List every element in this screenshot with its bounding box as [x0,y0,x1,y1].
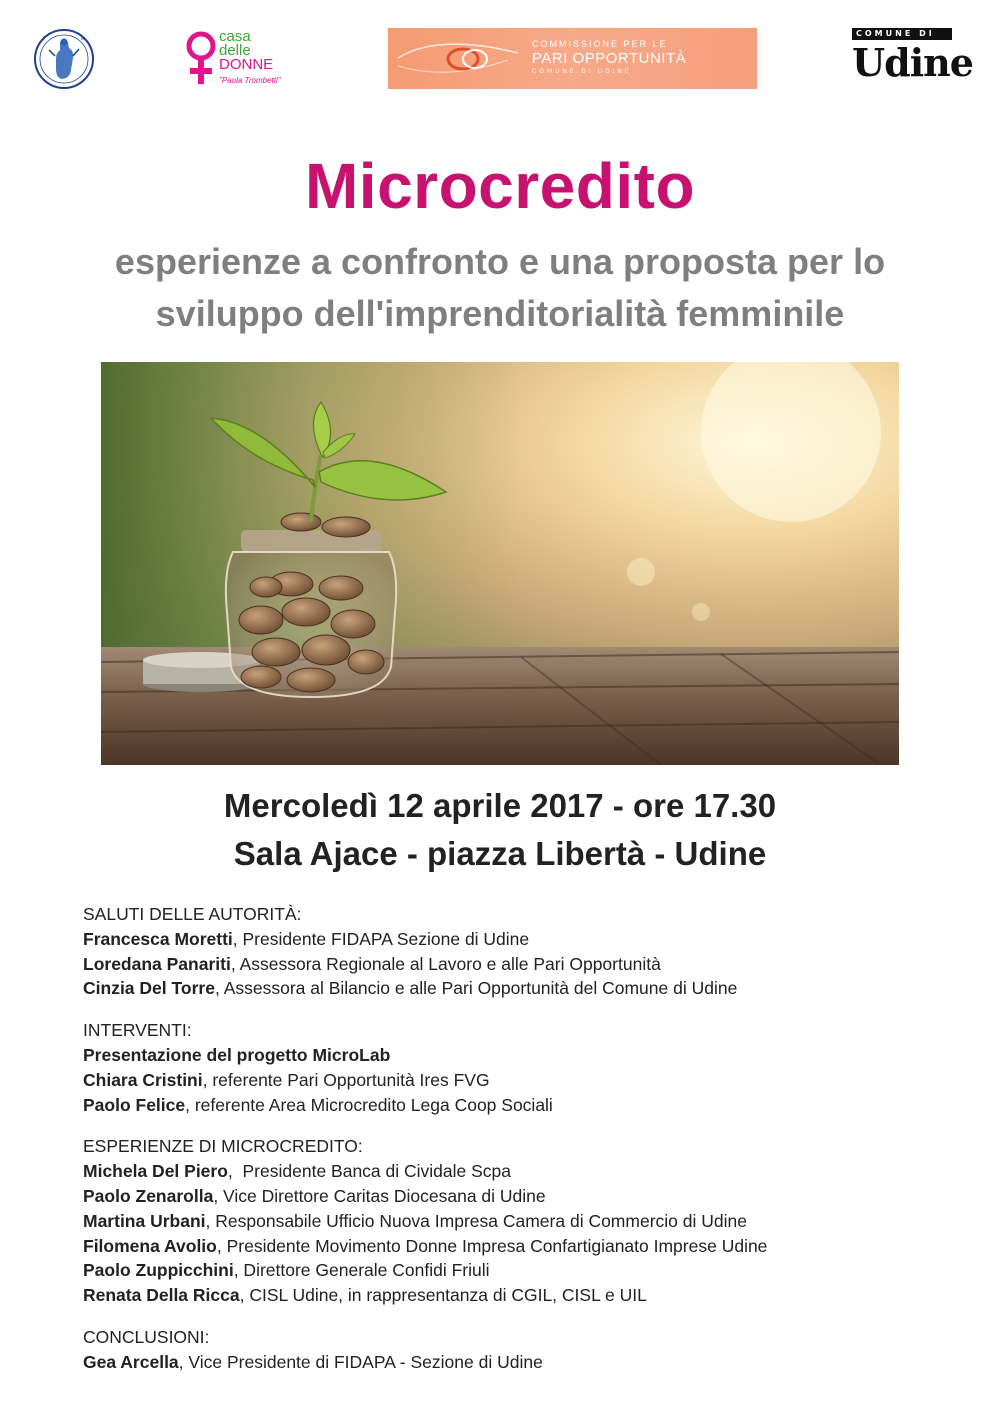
speaker-row [83,1209,943,1234]
section-saluti [83,902,943,1001]
udine-top-label: COMUNE DI [852,28,952,40]
section-title-esperienze: ESPERIENZE DI MICROCREDITO: [83,1136,363,1157]
speaker-row [83,1283,943,1308]
svg-text:A: A [81,36,85,42]
speaker-role: , Responsabile Ufficio Nuova Impresa Camera di Commercio di Udine [205,1210,747,1231]
event-date-time: Mercoledì 12 aprile 2017 - ore 17.30 [223,787,777,824]
event-location: Sala Ajace - piazza Libertà - Udine [233,835,767,872]
svg-text:F: F [43,36,46,42]
speaker-row [83,1234,943,1259]
speaker-role: , CISL Udine, in rappresentanza di CGIL, CISL e UIL [239,1285,647,1306]
speaker-row [83,1068,943,1093]
casa-delle-donne-text [219,30,273,72]
speaker-role: , Direttore Generale Confidi Friuli [233,1260,490,1281]
section-esperienze [83,1134,943,1308]
subtitle-line-2: sviluppo dell'imprenditorialità femminile [155,293,845,334]
speaker-row [83,1159,943,1184]
casa-line1: casa [219,28,251,45]
page-subtitle [60,236,940,340]
commissione-pari-opportunita-logo [388,28,757,89]
speaker-name: Paolo Zenarolla [83,1185,214,1206]
speaker-role: , Presidente Banca di Cividale Scpa [227,1161,511,1182]
page-title: Microcredito [304,150,696,222]
program [83,902,943,1392]
section-title-saluti: SALUTI DELLE AUTORITÀ: [83,904,302,924]
speaker-role: , Assessora Regionale al Lavoro e alle Pari Opportunità [230,953,661,974]
comune-di-udine-logo [850,28,980,90]
casa-line2: delle [219,42,251,59]
speaker-row [83,952,943,977]
speaker-row [83,1093,943,1118]
speaker-name: Filomena Avolio [83,1235,217,1256]
speaker-row [83,1043,943,1068]
speaker-role: , Vice Presidente di FIDAPA - Sezione di Udine [178,1351,543,1372]
casa-sub: "Paola Trombetti" [219,76,281,85]
section-title-conclusioni: CONCLUSIONI: [83,1326,210,1347]
speaker-row [83,1184,943,1209]
speaker-role: , Assessora al Bilancio e alle Pari Opportunità del Comune di Udine [214,978,738,999]
section-interventi [83,1018,943,1117]
subtitle-line-1: esperienze a confronto e una proposta per lo [114,241,886,282]
speaker-name: Michela Del Piero [83,1161,228,1182]
speaker-role: , referente Area Microcredito Lega Coop Sociali [185,1094,553,1115]
speaker-name: Renata Della Ricca [83,1285,240,1306]
speaker-name: Francesca Moretti [83,928,233,949]
cpo-line1: COMMISSIONE PER LE [532,39,668,49]
speaker-name: Paolo Zuppicchini [83,1260,234,1281]
speaker-name: Gea Arcella [83,1351,179,1372]
fidapa-logo [33,28,95,90]
speaker-role: , Presidente Movimento Donne Impresa Confartigianato Imprese Udine [216,1235,768,1256]
section-conclusioni [83,1325,943,1375]
cpo-line3: COMUNE DI UDINE [532,69,632,75]
speaker-role: , referente Pari Opportunità Ires FVG [202,1069,490,1090]
coin-jar-plant-photo [101,362,899,765]
udine-word: Udine [852,40,973,85]
speaker-row [83,927,943,952]
speaker-role: , Vice Direttore Caritas Diocesana di Udine [213,1185,546,1206]
speaker-name: Chiara Cristini [83,1069,203,1090]
speaker-row [83,1258,943,1283]
speaker-name: Presentazione del progetto MicroLab [83,1044,391,1065]
section-title-interventi: INTERVENTI: [83,1020,192,1041]
speaker-role: , Presidente FIDAPA Sezione di Udine [232,928,530,949]
casa-delle-donne-logo [185,28,305,90]
speaker-row [83,976,943,1001]
cpo-line2: PARI OPPORTUNITÀ [532,50,687,67]
speaker-name: Paolo Felice [83,1094,186,1115]
speaker-name: Loredana Panariti [83,953,231,974]
speaker-row [83,1350,943,1375]
casa-line3: DONNE [219,56,274,73]
speaker-name: Cinzia Del Torre [83,978,215,999]
speaker-name: Martina Urbani [83,1210,206,1231]
